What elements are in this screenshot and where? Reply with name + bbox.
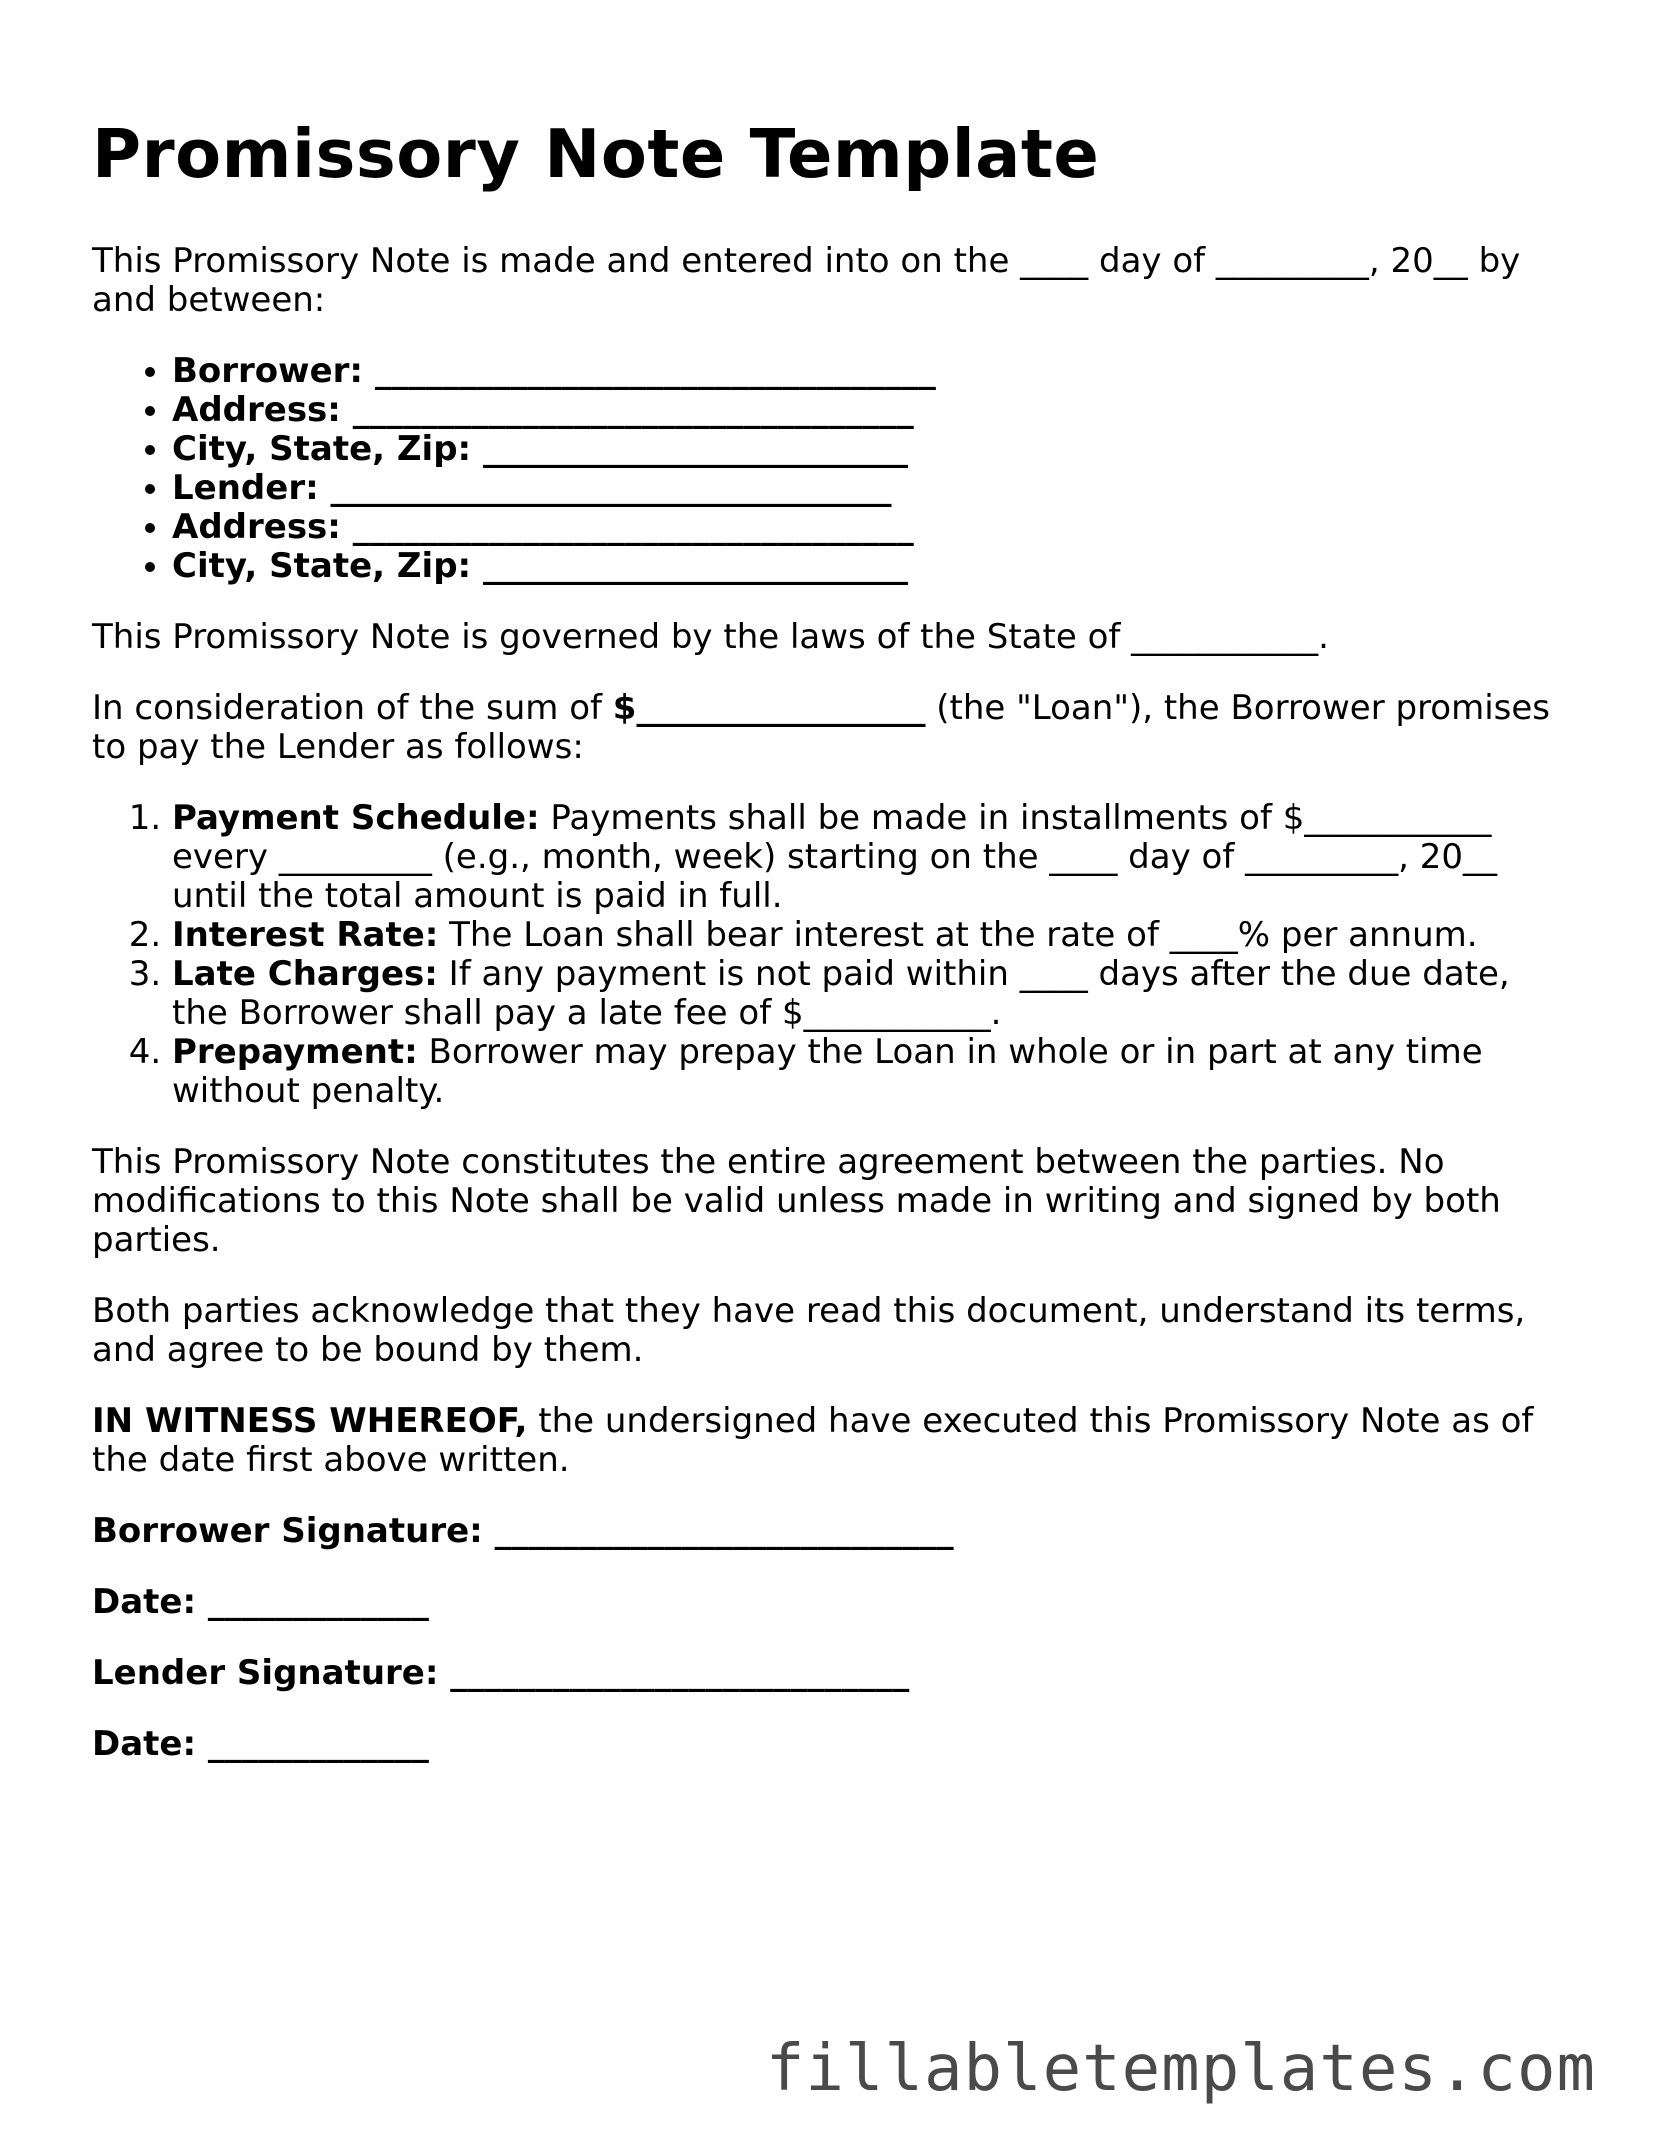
term-text: Payments shall be made in installments of $___________ every _________ (e.g., month, week) starting on the ____ day of _________, 20__ until the total amount is paid in full. [172,798,1497,916]
date-label: Date: [92,1724,197,1764]
document-page [92,112,1572,1796]
signature-label: Borrower Signature: [92,1511,483,1551]
party-blank: _________________________________ [318,468,892,508]
parties-list [92,352,1572,586]
term-item-prepayment [172,1033,1572,1111]
signature-blank: ___________________________ [482,1511,954,1551]
terms-list [92,799,1572,1111]
term-text: The Loan shall bear interest at the rate of ____% per annum. [438,915,1478,955]
consideration-suffix: (the "Loan"), the Borrower promises to pay the Lender as follows: [92,688,1551,767]
date-blank: _____________ [196,1582,429,1622]
party-blank: _________________________________ [340,507,914,547]
acknowledgement-paragraph: Both parties acknowledge that they have read this document, understand its terms, and agree to be bound by them. [92,1291,1526,1370]
party-label: City, State, Zip: [172,546,472,586]
governing-law-paragraph: This Promissory Note is governed by the laws of the State of ___________. [92,617,1329,657]
party-item-borrower-city [172,430,1572,469]
witness-label: IN WITNESS WHEREOF, [92,1401,528,1441]
party-blank: _________________________________ [340,390,914,430]
term-label: Late Charges: [172,954,438,994]
witness-text: the undersigned have executed this Promissory Note as of the date first above written. [92,1401,1534,1480]
lender-signature-line [92,1654,1572,1693]
signature-blank: ___________________________ [438,1653,910,1693]
party-label: Lender: [172,468,319,508]
borrower-signature-line [92,1512,1572,1551]
party-item-borrower [172,352,1572,391]
intro-paragraph: This Promissory Note is made and entered into on the ____ day of _________, 20__ by and between: [92,241,1521,320]
term-text: If any payment is not paid within ____ days after the due date, the Borrower shall pay a late fee of $___________. [172,954,1510,1033]
party-blank: _________________________________ [363,351,936,391]
party-blank: _________________________ [471,429,908,469]
term-label: Prepayment: [172,1032,418,1072]
party-item-lender [172,469,1572,508]
term-text: Borrower may prepay the Loan in whole or in part at any time without penalty. [172,1032,1483,1111]
entire-agreement-paragraph: This Promissory Note constitutes the entire agreement between the parties. No modifications to this Note shall be valid unless made in writing and signed by both parties. [92,1142,1501,1260]
watermark-text: fillabletemplates.com [765,2032,1596,2106]
term-item-payment-schedule [172,799,1572,916]
date-label: Date: [92,1582,197,1622]
party-label: Borrower: [172,351,364,391]
term-item-interest-rate [172,916,1572,955]
party-label: Address: [172,507,341,547]
borrower-date-line [92,1583,1572,1622]
term-label: Interest Rate: [172,915,439,955]
term-item-late-charges [172,955,1572,1033]
party-item-borrower-address [172,391,1572,430]
party-blank: _________________________ [471,546,908,586]
document-title: Promissory Note Template [92,115,1100,193]
consideration-prefix: In consideration of the sum of [92,688,613,728]
witness-paragraph [92,1402,1572,1480]
date-blank: _____________ [196,1724,429,1764]
term-label: Payment Schedule: [172,798,540,838]
lender-date-line [92,1725,1572,1764]
party-item-lender-address [172,508,1572,547]
party-label: City, State, Zip: [172,429,472,469]
party-item-lender-city [172,547,1572,586]
signature-label: Lender Signature: [92,1653,439,1693]
loan-amount-blank: $_________________ [612,688,926,728]
party-label: Address: [172,390,341,430]
consideration-paragraph [92,689,1572,767]
